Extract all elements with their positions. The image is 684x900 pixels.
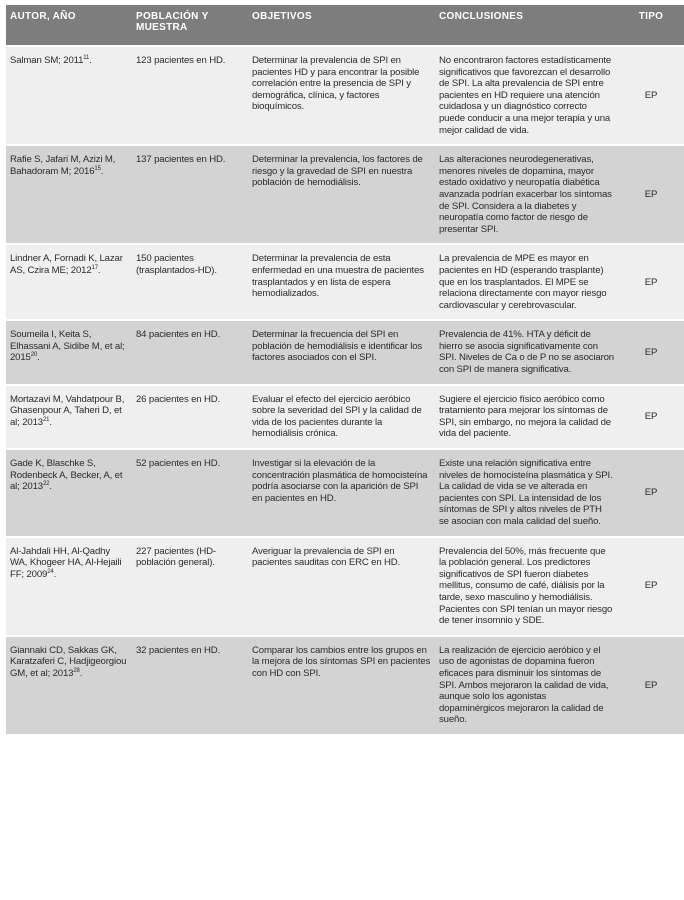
cell-poblacion: 84 pacientes en HD. — [132, 320, 248, 384]
cell-poblacion: 150 pacientes (trasplantados-HD). — [132, 244, 248, 320]
cell-objetivos: Determinar la frecuencia del SPI en población de hemodiálisis e identificar los factores asociados con el SPI. — [248, 320, 435, 384]
cell-conclusiones: Las alteraciones neurodegenerativas, menores niveles de dopamina, mayor estado oxidativo y neuropatía diabética avanzada podrían exacerbar los síntomas de SPI. Considera a la diabetes y neuropatía como factor de riesgo de presentar SPI. — [435, 145, 618, 244]
cell-conclusiones: Existe una relación significativa entre niveles de homocisteína plasmática y SPI. La calidad de vida se ve alterada en pacientes con SPI. La intensidad de los síntomas de SPI y altos niveles de PTH se asocian con mala calidad del sueño. — [435, 449, 618, 537]
cell-tipo: EP — [618, 385, 684, 449]
cell-poblacion: 137 pacientes en HD. — [132, 145, 248, 244]
reference-number: 20 — [30, 352, 38, 359]
reference-number: 28 — [73, 667, 80, 674]
reference-number: 21 — [42, 416, 50, 423]
author-text: Mortazavi M, Vahdatpour B, Ghasenpour A, Taheri D, et al; 2013 — [10, 393, 125, 428]
cell-autor — [6, 46, 132, 145]
author-text: Gade K, Blaschke S, Rodenbeck A, Becker, A, et al; 2013 — [10, 458, 123, 493]
cell-autor — [6, 385, 132, 449]
period: . — [79, 667, 83, 679]
period: . — [49, 416, 52, 428]
table-row — [6, 145, 684, 244]
cell-conclusiones: La realización de ejercicio aeróbico y el uso de agonistas de dopamina fueron eficaces para disminuir los síntomas de SPI. Ambos mejoraron la calidad de vida, aunque solo los agonistas dopaminérgicos mejoraron la calidad de sueño. — [435, 636, 618, 734]
author-text: Giannaki CD, Sakkas GK, Karatzaferi C, Hadjigeorgiou GM, et al; 2013 — [10, 644, 127, 679]
cell-objetivos: Determinar la prevalencia de esta enfermedad en una muestra de pacientes trasplantados y en lista de espera hemodializados. — [248, 244, 435, 320]
table-row — [6, 320, 684, 384]
header-autor: AUTOR, AÑO — [6, 5, 132, 46]
header-objetivos: OBJETIVOS — [248, 5, 435, 46]
cell-tipo: EP — [618, 537, 684, 636]
table-row — [6, 449, 684, 537]
cell-autor — [6, 145, 132, 244]
table-row — [6, 636, 684, 734]
author-text: Rafie S, Jafari M, Azizi M, Bahadoram M; 2016 — [10, 154, 116, 177]
author-text: Soumeila I, Keita S, Elhassani A, Sidibe M, et al; 2015 — [10, 329, 125, 364]
table-header-row — [6, 5, 684, 46]
cell-poblacion: 26 pacientes en HD. — [132, 385, 248, 449]
cell-poblacion: 52 pacientes en HD. — [132, 449, 248, 537]
cell-autor — [6, 537, 132, 636]
table-row — [6, 385, 684, 449]
cell-objetivos: Investigar si la elevación de la concentración plasmática de homocisteína podría asociarse con la aparición de SPI en pacientes en HD. — [248, 449, 435, 537]
period: . — [97, 264, 101, 276]
header-tipo: TIPO — [618, 5, 684, 46]
cell-conclusiones: Prevalencia del 50%, más frecuente que la población general. Los predictores significativos de SPI fueron diabetes mellitus, consumo de café, diálisis por la tarde, sexo masculino y hemodiálisis. Pacientes con SPI tenían un mayor riesgo de tener insomnio y SDE. — [435, 537, 618, 636]
table-row — [6, 244, 684, 320]
period: . — [49, 481, 52, 493]
cell-tipo: EP — [618, 145, 684, 244]
cell-autor — [6, 244, 132, 320]
period: . — [37, 352, 40, 364]
reference-number: 22 — [42, 481, 50, 488]
reference-number: 15 — [94, 165, 101, 172]
cell-conclusiones: No encontraron factores estadísticamente significativos que favorezcan el desarrollo de SPI. La alta prevalencia de SPI entre pacientes en HD requiere una atención cuidadosa y un diagnóstico correcto puede conducir a una mejor terapia y una mejor calidad de vida. — [435, 46, 618, 145]
cell-conclusiones: Sugiere el ejercicio físico aeróbico como tratamiento para mejorar los síntomas de SPI, sin embargo, no mejora la calidad de vida del paciente. — [435, 385, 618, 449]
reference-number: 24 — [47, 568, 54, 575]
cell-objetivos: Evaluar el efecto del ejercicio aeróbico sobre la severidad del SPI y la calidad de vida de los pacientes durante la hemodiálisis crónica. — [248, 385, 435, 449]
cell-conclusiones: Prevalencia de 41%. HTA y déficit de hierro se asocia significativamente con SPI. Niveles de Ca o de P no se asociaron con SPI de manera significativa. — [435, 320, 618, 384]
header-poblacion: POBLACIÓN Y MUESTRA — [132, 5, 248, 46]
header-conclusiones: CONCLUSIONES — [435, 5, 618, 46]
cell-tipo: EP — [618, 244, 684, 320]
cell-autor — [6, 449, 132, 537]
period: . — [53, 568, 57, 580]
period: . — [100, 165, 104, 177]
cell-objetivos: Determinar la prevalencia de SPI en pacientes HD y para encontrar la posible correlación entre la presencia de SPI y demográfica, clínica, y factores bioquímicos. — [248, 46, 435, 145]
table-row — [6, 537, 684, 636]
studies-table — [6, 5, 684, 734]
author-text: Lindner A, Fornadi K, Lazar AS, Czira ME; 2012 — [10, 253, 123, 276]
cell-tipo: EP — [618, 320, 684, 384]
author-text: Salman SM; 2011 — [10, 55, 84, 66]
cell-objetivos: Determinar la prevalencia, los factores de riesgo y la gravedad de SPI en nuestra población de hemodiálisis. — [248, 145, 435, 244]
period: . — [89, 55, 92, 66]
cell-tipo: EP — [618, 46, 684, 145]
cell-objetivos: Averiguar la prevalencia de SPI en pacientes sauditas con ERC en HD. — [248, 537, 435, 636]
cell-tipo: EP — [618, 636, 684, 734]
table-row — [6, 46, 684, 145]
cell-tipo: EP — [618, 449, 684, 537]
reference-number: 11 — [83, 54, 90, 61]
cell-poblacion: 123 pacientes en HD. — [132, 46, 248, 145]
cell-autor — [6, 320, 132, 384]
cell-objetivos: Comparar los cambios entre los grupos en la mejora de los síntomas SPI en pacientes con HD con SPI. — [248, 636, 435, 734]
author-text: Al-Jahdali HH, Al-Qadhy WA, Khogeer HA, Al-Hejaili FF; 2009 — [10, 545, 122, 580]
cell-poblacion: 227 pacientes (HD-población general). — [132, 537, 248, 636]
cell-conclusiones: La prevalencia de MPE es mayor en pacientes en HD (esperando trasplante) que en los trasplantados. El MPE se relaciona directamente con mayor riesgo cardiovascular y cerebrovascular. — [435, 244, 618, 320]
cell-autor — [6, 636, 132, 734]
cell-poblacion: 32 pacientes en HD. — [132, 636, 248, 734]
reference-number: 17 — [91, 264, 98, 271]
